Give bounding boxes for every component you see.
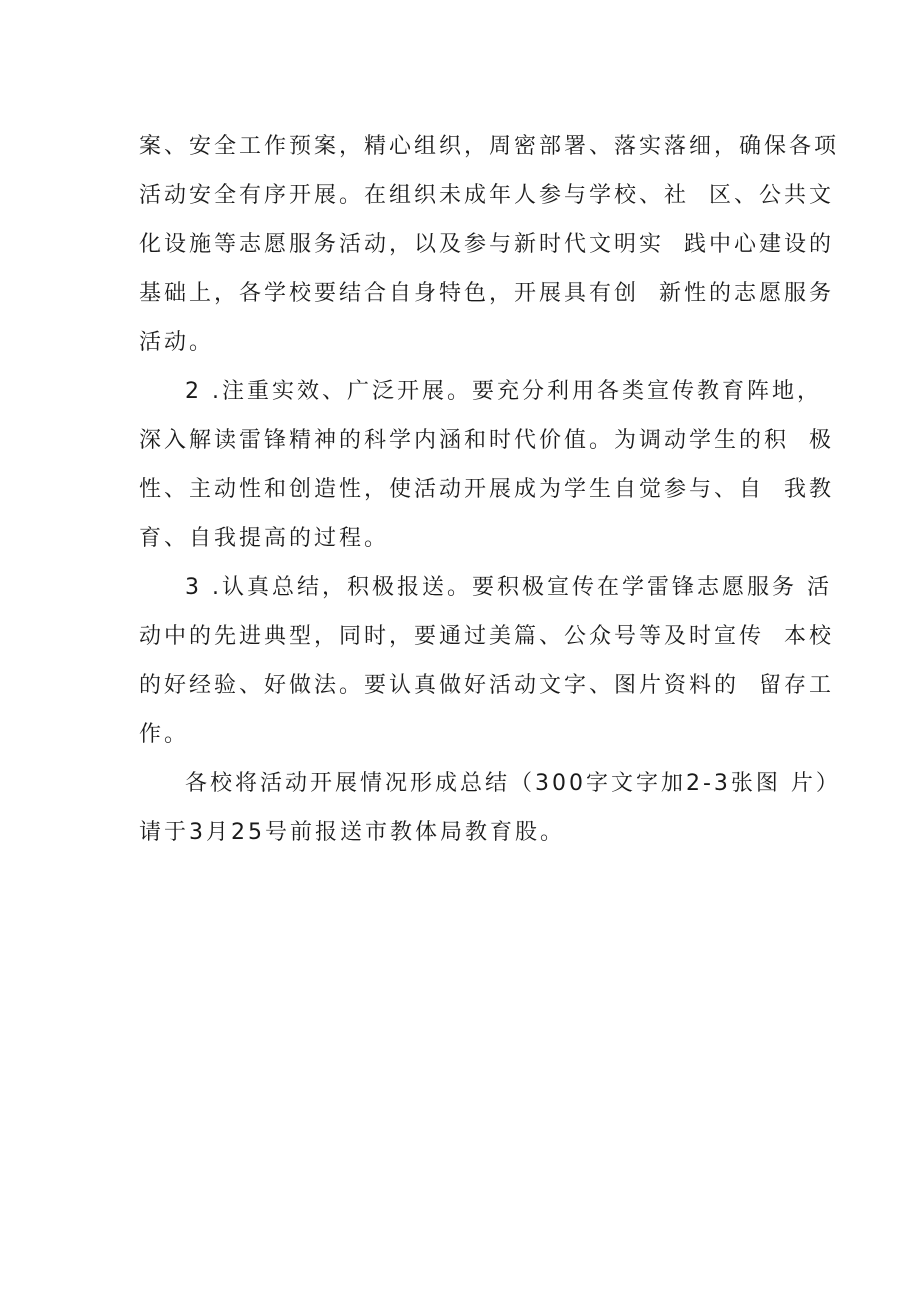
text-line: 活动安全有序开展。在组织未成年人参与学校、社 区、公共文 xyxy=(139,183,834,208)
text-line: 活动。 xyxy=(139,330,215,355)
paragraph-continuation xyxy=(139,122,840,367)
document-body xyxy=(139,122,841,857)
text-line: 请于3月25号前报送市教体局教育股。 xyxy=(139,820,565,845)
paragraph-item-3 xyxy=(139,563,834,759)
text-line: 性、主动性和创造性，使活动开展成为学生自觉参与、自 我教 xyxy=(139,477,834,502)
text-line: 深入解读雷锋精神的科学内涵和时代价值。为调动学生的积 极 xyxy=(139,428,834,453)
paragraph-item-2 xyxy=(139,367,834,563)
text-line: 化设施等志愿服务活动，以及参与新时代文明实 践中心建设的 xyxy=(139,232,834,257)
text-line: 的好经验、好做法。要认真做好活动文字、图片资料的 留存工 xyxy=(139,673,834,698)
paragraph-submission-note xyxy=(139,759,841,857)
text-line: 3 .认真总结，积极报送。要积极宣传在学雷锋志愿服务 活 xyxy=(185,575,832,600)
text-line: 动中的先进典型，同时，要通过美篇、公众号等及时宣传 本校 xyxy=(139,624,834,649)
text-line: 2 .注重实效、广泛开展。要充分利用各类宣传教育阵地， xyxy=(185,379,822,404)
text-line: 作。 xyxy=(139,722,190,747)
text-line: 基础上，各学校要结合自身特色，开展具有创 新性的志愿服务 xyxy=(139,281,834,306)
text-line: 育、自我提高的过程。 xyxy=(139,526,390,551)
text-line: 案、安全工作预案，精心组织，周密部署、落实落细，确保各项 xyxy=(139,134,840,159)
text-line: 各校将活动开展情况形成总结（300字文字加2-3张图 片） xyxy=(185,771,841,796)
